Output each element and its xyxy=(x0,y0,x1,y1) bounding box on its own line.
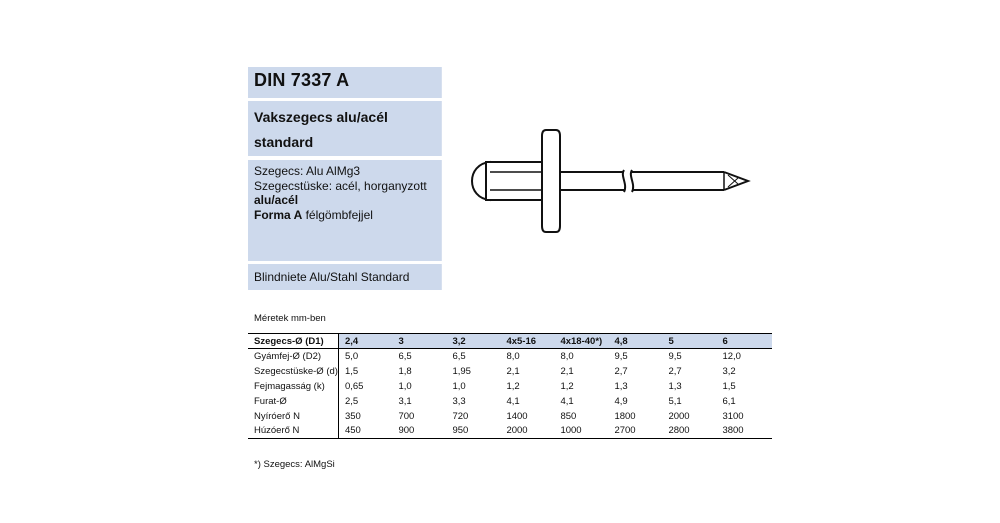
subtitle-line-2: standard xyxy=(254,134,314,150)
table-cell: 4,1 xyxy=(506,395,520,407)
table-cell: 2,7 xyxy=(614,365,628,377)
table-cell: 4,9 xyxy=(614,395,628,407)
table-cell: 6,5 xyxy=(398,350,412,362)
row-label: Furat-Ø xyxy=(248,394,338,409)
table-cell: 900 xyxy=(392,424,446,439)
row-label: Húzóerő N xyxy=(248,424,338,439)
table-cell: 2800 xyxy=(662,424,716,439)
table-cell: 1,0 xyxy=(398,380,412,392)
table-cell: 4,1 xyxy=(560,395,574,407)
table-cell: 6,1 xyxy=(722,395,736,407)
row-label: Gyámfej-Ø (D2) xyxy=(248,349,338,364)
table-cell: 9,5 xyxy=(668,350,682,362)
german-name-panel xyxy=(248,264,442,290)
column-header: 4,8 xyxy=(608,334,662,349)
table-cell: 1,0 xyxy=(452,380,466,392)
column-header: 5 xyxy=(662,334,716,349)
header-label: Szegecs-Ø (D1) xyxy=(248,334,338,349)
description-rivet-material: Szegecs: Alu AlMg3 xyxy=(254,164,361,178)
row-label: Szegecstüske-Ø (d) xyxy=(248,364,338,379)
table-cell: 9,5 xyxy=(614,350,628,362)
column-header: 2,4 xyxy=(338,334,392,349)
form-text: félgömbfejjel xyxy=(302,207,373,222)
description-panel xyxy=(248,160,442,261)
column-header: 6 xyxy=(716,334,772,349)
table-cell: 3,2 xyxy=(722,365,736,377)
table-cell: 1800 xyxy=(614,410,636,422)
table-row xyxy=(248,409,772,424)
row-label: Nyíróerő N xyxy=(248,409,338,424)
material-pair-text: alu/acél xyxy=(254,193,299,207)
description-material-pair xyxy=(254,193,435,208)
table-cell: 450 xyxy=(338,424,392,439)
table-cell: 8,0 xyxy=(560,350,574,362)
title-panel xyxy=(248,67,442,98)
table-cell: 2,1 xyxy=(506,365,520,377)
table-cell: 1400 xyxy=(506,410,528,422)
table-cell: 3100 xyxy=(722,410,744,422)
table-cell: 1,2 xyxy=(506,380,520,392)
table-cell: 1,5 xyxy=(722,380,736,392)
footnote: *) Szegecs: AlMgSi xyxy=(254,459,335,470)
table-cell: 2700 xyxy=(608,424,662,439)
table-cell: 1,2 xyxy=(560,380,574,392)
german-name: Blindniete Alu/Stahl Standard xyxy=(254,270,410,284)
table-cell: 0,65 xyxy=(344,380,364,392)
table-row xyxy=(248,379,772,394)
table-header-row xyxy=(248,334,772,349)
table-cell: 8,0 xyxy=(506,350,520,362)
table-cell: 1,3 xyxy=(614,380,628,392)
table-cell: 2000 xyxy=(500,424,554,439)
table-cell: 720 xyxy=(452,410,469,422)
table-cell: 2,7 xyxy=(668,365,682,377)
table-cell: 2,1 xyxy=(560,365,574,377)
column-header: 4x5-16 xyxy=(500,334,554,349)
table-cell: 850 xyxy=(560,410,577,422)
table-cell: 350 xyxy=(344,410,361,422)
table-cell: 3,3 xyxy=(452,395,466,407)
page-title: DIN 7337 A xyxy=(254,70,350,90)
table-cell: 700 xyxy=(398,410,415,422)
table-cell: 1000 xyxy=(554,424,608,439)
description-mandrel-material: Szegecstüske: acél, horganyzott xyxy=(254,178,427,193)
table-cell: 1,95 xyxy=(452,365,471,377)
table-row xyxy=(248,394,772,409)
column-header: 4x18-40*) xyxy=(554,334,608,349)
form-label: Forma A xyxy=(254,207,303,222)
table-row xyxy=(248,364,772,379)
table-row xyxy=(248,349,772,364)
table-cell: 3,1 xyxy=(398,395,412,407)
table-cell: 950 xyxy=(446,424,500,439)
column-header: 3,2 xyxy=(446,334,500,349)
row-label: Fejmagasság (k) xyxy=(248,379,338,394)
subtitle-line-1: Vakszegecs alu/acél xyxy=(254,109,388,125)
table-cell: 1,8 xyxy=(398,365,412,377)
units-note: Méretek mm-ben xyxy=(254,313,326,324)
table-cell: 3800 xyxy=(716,424,772,439)
blind-rivet-drawing xyxy=(462,126,758,236)
table-cell: 2000 xyxy=(668,410,690,422)
dimensions-table xyxy=(248,333,772,439)
table-cell: 2,5 xyxy=(344,395,359,407)
column-header: 3 xyxy=(392,334,446,349)
table-cell: 12,0 xyxy=(722,350,741,362)
table-cell: 6,5 xyxy=(452,350,466,362)
subtitle-panel xyxy=(248,101,442,156)
table-cell: 1,5 xyxy=(344,365,359,377)
table-cell: 5,1 xyxy=(668,395,682,407)
table-cell: 5,0 xyxy=(344,350,359,362)
table-cell: 1,3 xyxy=(668,380,682,392)
description-form xyxy=(254,208,435,223)
table-row xyxy=(248,424,772,439)
